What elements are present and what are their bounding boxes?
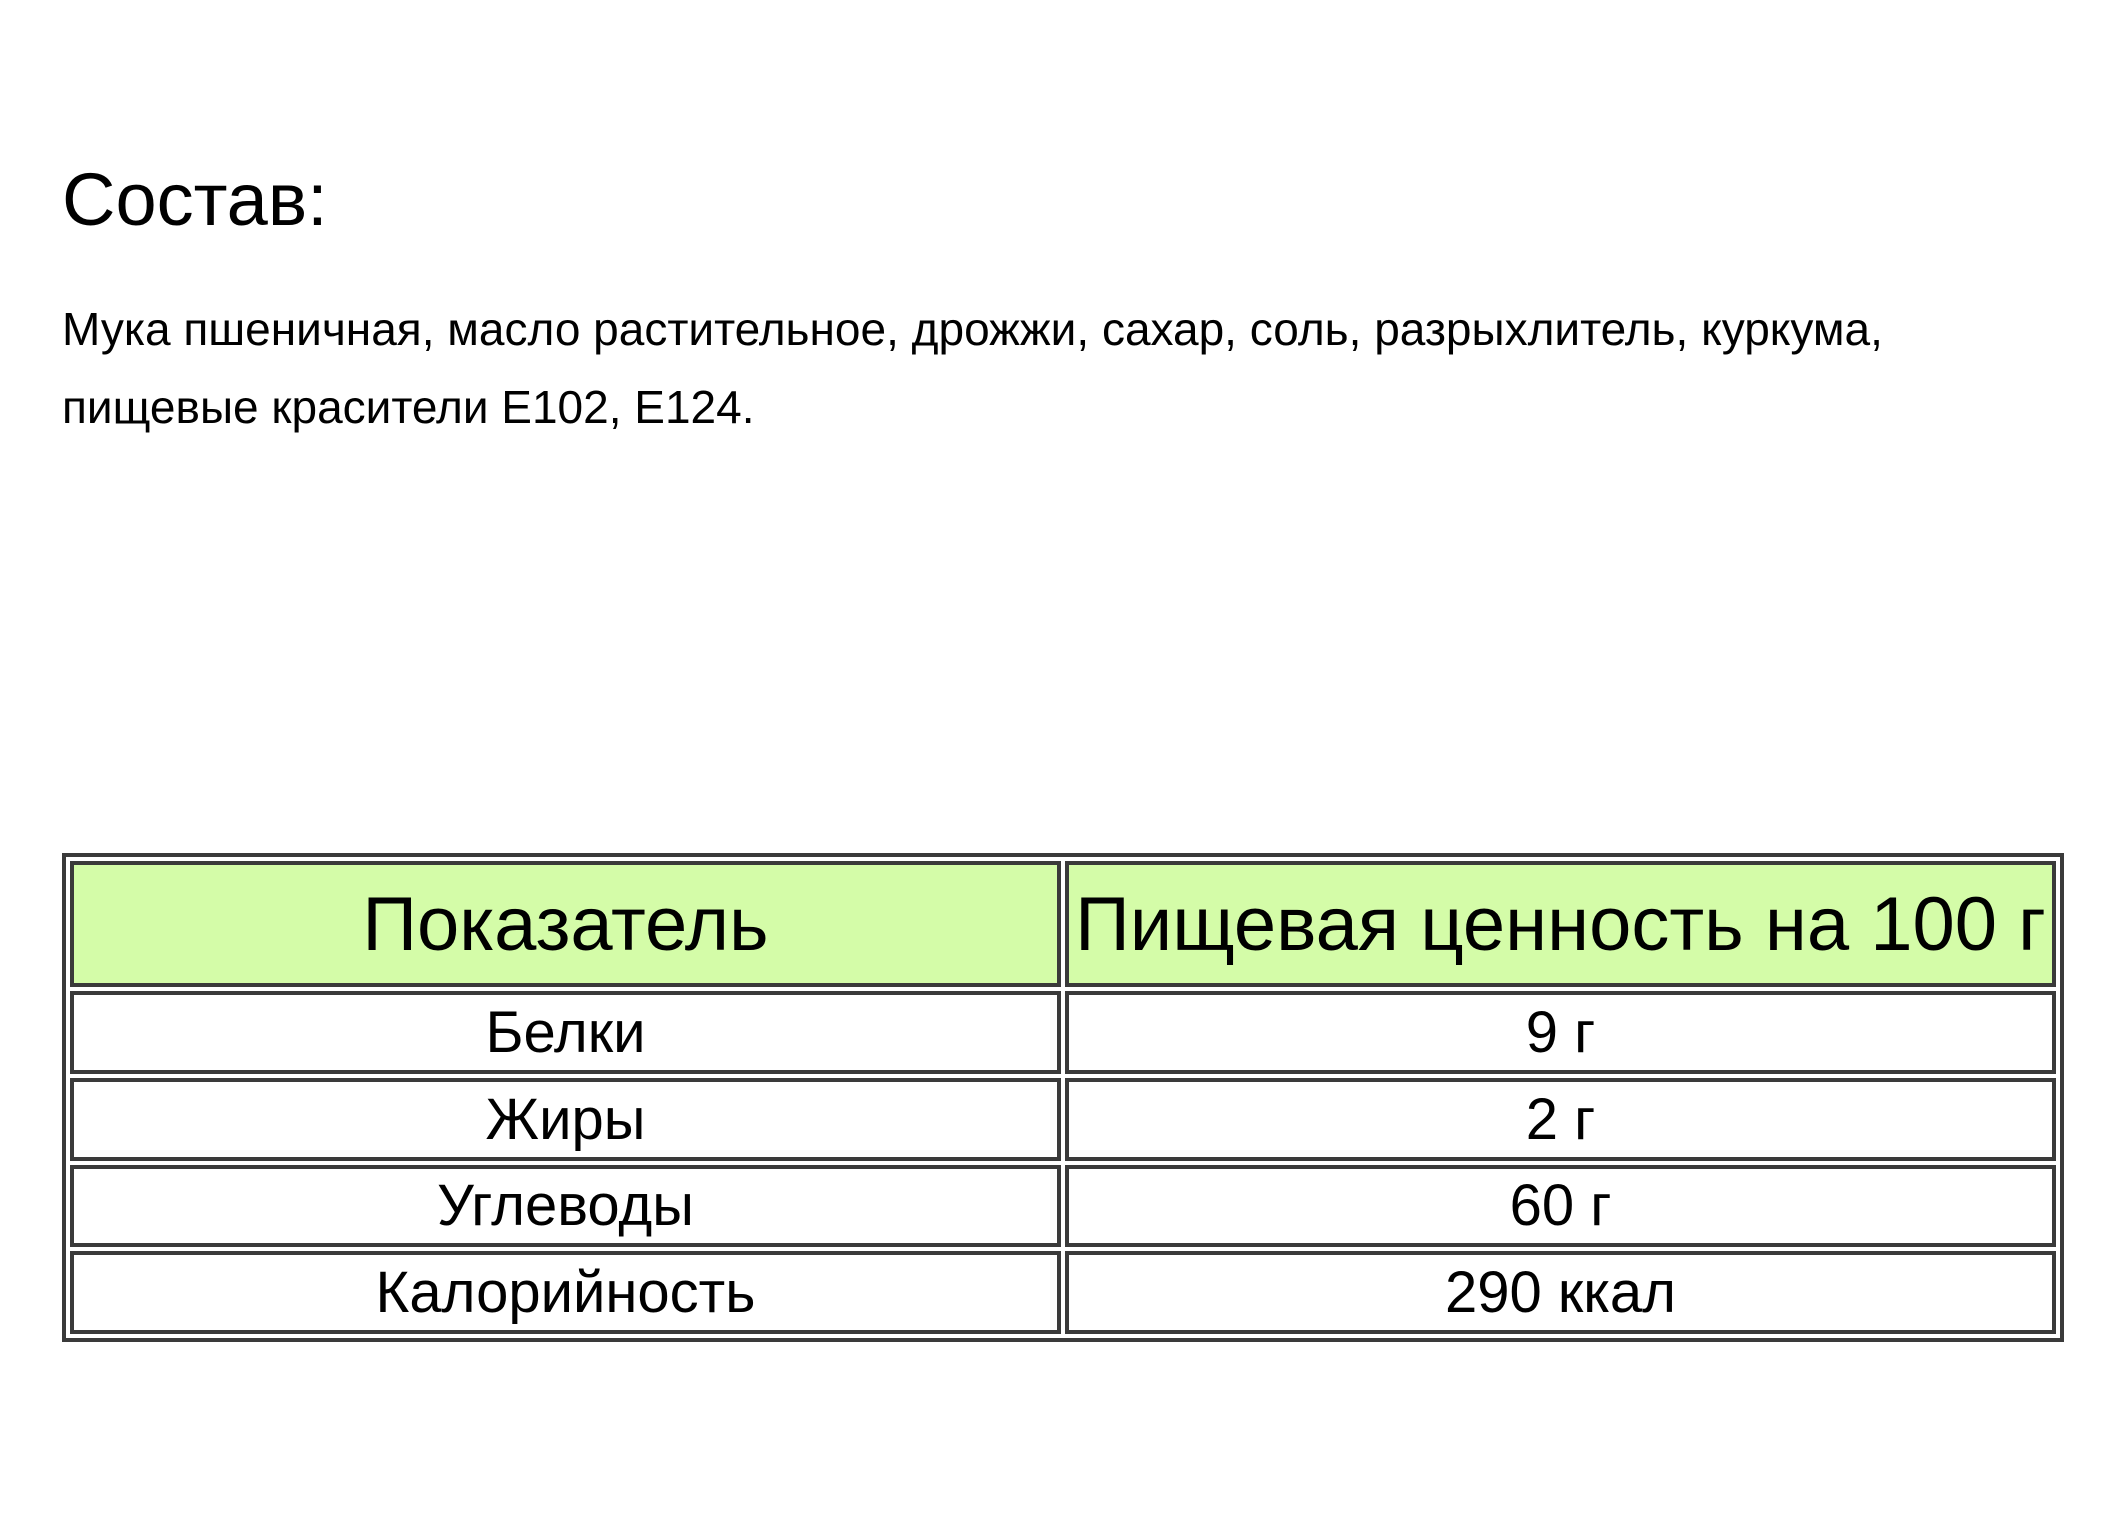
indicator-cell: Углеводы [70, 1165, 1061, 1248]
ingredients-text: Мука пшеничная, масло растительное, дрожжи, сахар, соль, разрыхлитель, куркума, пищевые красители Е102, Е124. [62, 303, 1883, 433]
indicator-cell: Жиры [70, 1078, 1061, 1161]
table-header-row [70, 861, 2056, 987]
nutrition-table [62, 853, 2064, 1342]
value-cell: 9 г [1065, 991, 2056, 1074]
table-row [70, 991, 2056, 1074]
composition-heading: Состав: [62, 158, 328, 241]
header-indicator: Показатель [70, 861, 1061, 987]
value-cell: 290 ккал [1065, 1251, 2056, 1334]
table-row [70, 1251, 2056, 1334]
indicator-cell: Белки [70, 991, 1061, 1074]
table-row [70, 1078, 2056, 1161]
header-nutritional-value: Пищевая ценность на 100 г [1065, 861, 2056, 987]
value-cell: 2 г [1065, 1078, 2056, 1161]
table-row [70, 1165, 2056, 1248]
indicator-cell: Калорийность [70, 1251, 1061, 1334]
value-cell: 60 г [1065, 1165, 2056, 1248]
